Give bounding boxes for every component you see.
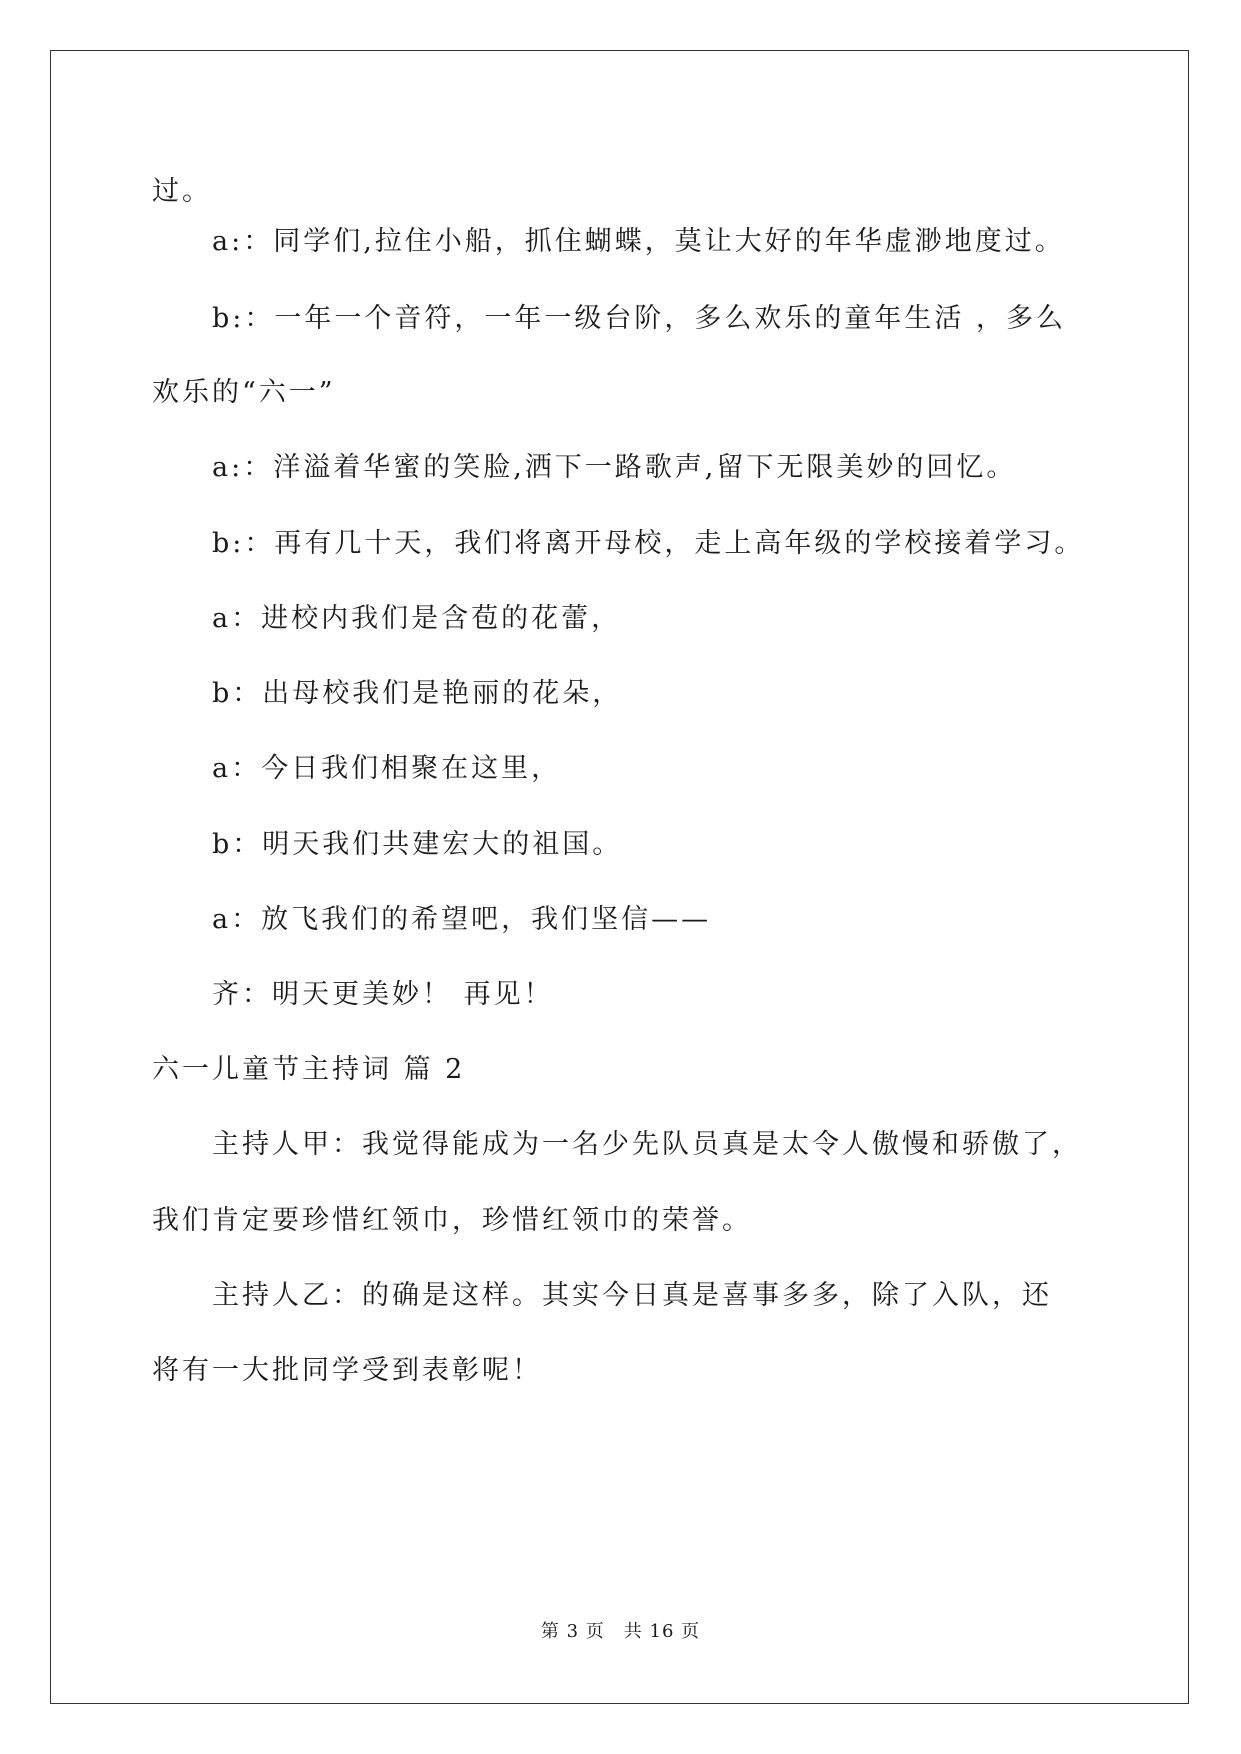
paragraph-line-5: a:：洋溢着华蜜的笑脸,洒下一路歌声,留下无限美妙的回忆。 xyxy=(212,452,1017,483)
paragraph-line-2: a:：同学们,拉住小船，抓住蝴蝶，莫让大好的年华虚渺地度过。 xyxy=(212,226,1065,257)
paragraph-line-12: 齐：明天更美妙！ 再见！ xyxy=(212,979,554,1010)
paragraph-line-1: 过。 xyxy=(152,176,212,207)
paragraph-line-9: a：今日我们相聚在这里， xyxy=(212,753,562,784)
paragraph-line-6: b:：再有几十天，我们将离开母校，走上高年级的学校接着学习。 xyxy=(212,528,1085,559)
paragraph-line-14: 主持人甲：我觉得能成为一名少先队员真是太令人傲慢和骄傲了， xyxy=(212,1129,1082,1160)
paragraph-line-17: 将有一大批同学受到表彰呢！ xyxy=(152,1355,542,1386)
paragraph-line-4: 欢乐的“六一” xyxy=(152,377,336,408)
paragraph-line-8: b：出母校我们是艳丽的花朵， xyxy=(212,678,623,709)
paragraph-line-3: b:：一年一个音符，一年一级台阶，多么欢乐的童年生活 ，多么 xyxy=(212,303,1066,334)
page-footer: 第 3 页 共 16 页 xyxy=(540,1621,701,1642)
paragraph-line-16: 主持人乙：的确是这样。其实今日真是喜事多多，除了入队，还 xyxy=(212,1280,1052,1311)
paragraph-line-15: 我们肯定要珍惜红领巾，珍惜红领巾的荣誉。 xyxy=(152,1205,752,1236)
page-border xyxy=(50,50,1189,1704)
paragraph-line-11: a：放飞我们的希望吧，我们坚信—— xyxy=(212,904,712,935)
section-heading: 六一儿童节主持词 篇 2 xyxy=(152,1054,466,1085)
paragraph-line-10: b：明天我们共建宏大的祖国。 xyxy=(212,829,623,860)
paragraph-line-7: a：进校内我们是含苞的花蕾， xyxy=(212,603,622,634)
